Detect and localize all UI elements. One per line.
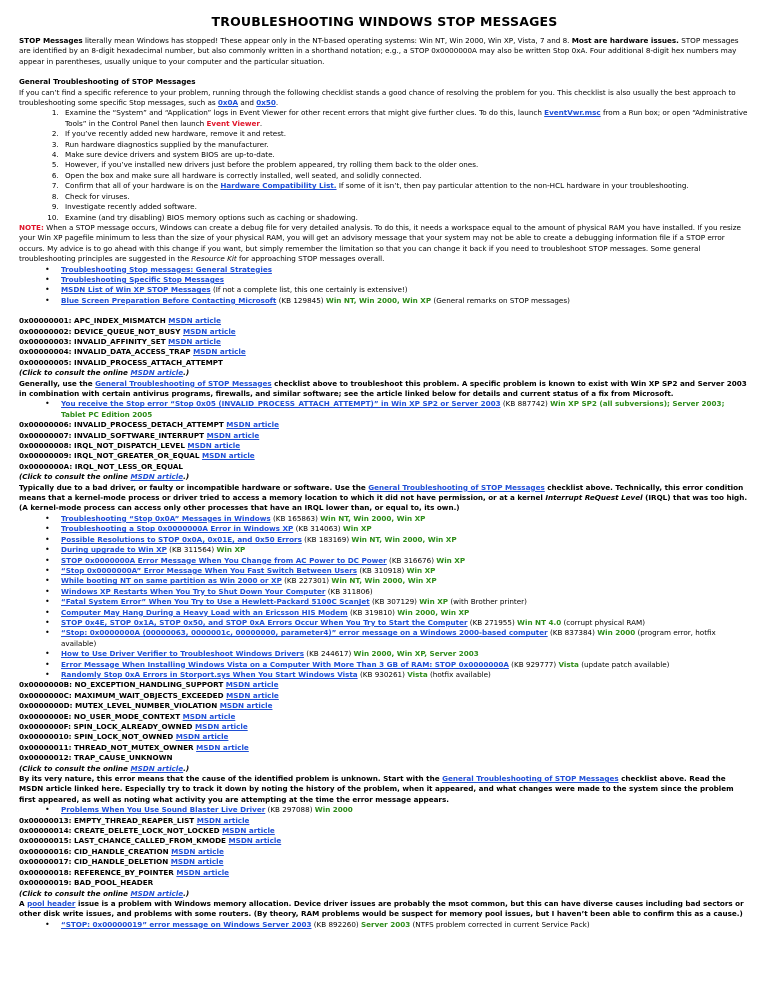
checklist-item: 10. Examine (and try disabling) BIOS memory options such as caching or shadowing.: [61, 213, 750, 223]
kb-link[interactable]: STOP 0x0000000A Error Message When You Change from AC Power to DC Power: [61, 555, 387, 565]
kb-link[interactable]: You receive the Stop error “Stop 0x05 (INVALID_PROCESS_ATTACH_ATTEMPT)” in Win XP SP2 or Server 2003: [61, 399, 501, 409]
checklist-item: 9. Investigate recently added software.: [61, 202, 750, 212]
consult-note: (Click to consult the online MSDN article.): [19, 472, 190, 482]
general-paragraph: If you can’t find a specific reference to your problem, running through the following checklist stands a good chance of resolving the problem for you. This checklist is also usually the best approach to troubleshooting some specific Stop messages, such as 0x0A and 0x50.: [19, 87, 736, 108]
msdn-link[interactable]: MSDN article: [130, 763, 184, 773]
section-paragraph: Generally, use the General Troubleshooting of STOP Messages checklist above to troubleshoot this problem. A specific problem is known to exist with Win XP SP2 and Server 2003 in combination with certain antivirus programs, firewalls, and similar software; see the article linked below for details and current status of a fix from Microsoft.: [19, 378, 747, 398]
msdn-link[interactable]: MSDN article: [225, 680, 279, 690]
list-item: • MSDN List of Win XP STOP Messages (If not a complete list, this one certainly is extensive!): [61, 285, 750, 295]
msdn-link[interactable]: MSDN article: [206, 430, 260, 440]
msdn-link[interactable]: MSDN article: [226, 420, 279, 430]
stop-code: 0x00000016: CID_HANDLE_CREATION MSDN article: [19, 846, 224, 856]
msdn-link[interactable]: MSDN article: [187, 441, 241, 451]
msdn-link[interactable]: MSDN article: [176, 867, 230, 877]
link-list: [19, 805, 750, 815]
msdn-link[interactable]: MSDN article: [222, 826, 275, 836]
kb-link[interactable]: Windows XP Restarts When You Try to Shut Down Your Computer: [61, 586, 326, 596]
stop-code: 0x00000017: CID_HANDLE_DELETION MSDN article: [19, 857, 224, 867]
section-paragraph: By its very nature, this error means that the cause of the identified problem is unknown. Start with the General Troubleshooting of STOP Messages checklist above. Read the MSDN article linked here. Especially try to track it down by noting the history of the problem, when it appeared, and what changes were made to the system since the problem first appeared, as well as noting what activity you are attempting at the time the error message appears.: [19, 774, 734, 804]
kb-link[interactable]: Troubleshooting “Stop 0x0A” Messages in Windows: [61, 513, 271, 523]
stop-code: 0x0000000E: NO_USER_MODE_CONTEXT MSDN article: [19, 711, 236, 721]
note-label: NOTE:: [19, 222, 44, 232]
msdn-link[interactable]: MSDN article: [196, 742, 249, 752]
link-0x0a[interactable]: 0x0A: [217, 98, 239, 108]
list-item: • STOP 0x4E, STOP 0x1A, STOP 0x50, and STOP 0xA Errors Occur When You Try to Start the Computer (KB 271955) Win NT 4.0 (corrupt physical RAM): [61, 618, 750, 628]
kb-link[interactable]: “Fatal System Error” When You Try to Use a Hewlett-Packard 5100C ScanJet: [61, 597, 370, 607]
section-paragraph: Typically due to a bad driver, or faulty or incompatible hardware or software. Use the General Troubleshooting of STOP Messages checklist above. Technically, this error condition means that a kernel-mode process or driver tried to access a memory location to which it did not have permission, or at a kernel Interrupt ReQuest Level (IRQL) that was too high. (A kernel-mode process can access only other processes that have an IRQL lower than, or equal to, its own.): [19, 482, 748, 513]
general-heading: General Troubleshooting of STOP Messages: [19, 77, 196, 87]
specific-stop-link[interactable]: Troubleshooting Specific Stop Messages: [61, 274, 225, 284]
list-item: • Randomly Stop 0xA Errors in Storport.sys When You Start Windows Vista (KB 930261) Vista (hotfix available): [61, 670, 750, 680]
list-item: • Possible Resolutions to STOP 0x0A, 0x01E, and 0x50 Errors (KB 183169) Win NT, Win 2000, Win XP: [61, 535, 750, 545]
stop-code: 0x00000007: INVALID_SOFTWARE_INTERRUPT MSDN article: [19, 430, 260, 440]
document-page: [19, 14, 750, 930]
msdn-link[interactable]: MSDN article: [228, 836, 282, 846]
link-list: [19, 920, 750, 930]
kb-link[interactable]: Possible Resolutions to STOP 0x0A, 0x01E, and 0x50 Errors: [61, 534, 302, 544]
checklist-item: 5. However, if you’ve installed new drivers just before the problem appeared, try rolling them back to the older ones.: [61, 160, 750, 170]
stop-code: 0x00000014: CREATE_DELETE_LOCK_NOT_LOCKED MSDN article: [19, 826, 275, 836]
list-item: • During upgrade to Win XP (KB 311564) Win XP: [61, 545, 750, 555]
consult-note: (Click to consult the online MSDN article.): [19, 763, 190, 773]
list-item: • “STOP: 0x00000019” error message on Windows Server 2003 (KB 892260) Server 2003 (NTFS problem corrected in current Service Pack): [61, 920, 750, 930]
list-item: • While booting NT on same partition as Win 2000 or XP (KB 227301) Win NT, Win 2000, Win XP: [61, 576, 750, 586]
pool-header-link[interactable]: pool header: [27, 898, 76, 908]
msdn-link[interactable]: MSDN article: [194, 722, 248, 731]
kb-link[interactable]: Computer May Hang During a Heavy Load with an Ericsson HIS Modem: [61, 607, 348, 617]
link-list: [19, 514, 750, 681]
msdn-link[interactable]: MSDN article: [196, 815, 250, 825]
eventvwr-link[interactable]: EventVwr.msc: [544, 108, 601, 118]
msdn-link[interactable]: MSDN article: [168, 316, 222, 326]
stop-code: 0x00000002: DEVICE_QUEUE_NOT_BUSY MSDN article: [19, 326, 236, 336]
hcl-link[interactable]: Hardware Compatibility List.: [220, 181, 337, 191]
list-item: • Computer May Hang During a Heavy Load with an Ericsson HIS Modem (KB 319810) Win 2000, Win XP: [61, 608, 750, 618]
intro-paragraph: STOP Messages literally mean Windows has stopped! These appear only in the NT-based operating systems: Win NT, Win 2000, Win XP, Vista, 7 and 8. Most are hardware issues. STOP messages are identified by an 8-digit hexadecimal number, but also commonly written in a shorthand notation; e.g., a STOP 0x0000000A may also be written Stop 0xA. Four additional 8-digit hex numbers may appear in parentheses, usually unique to your computer and the particular situation.: [19, 36, 739, 66]
stop-code: 0x00000019: BAD_POOL_HEADER: [19, 878, 154, 888]
stop-code: 0x00000005: INVALID_PROCESS_ATTACH_ATTEMPT: [19, 357, 223, 367]
stop-code: 0x0000000A: IRQL_NOT_LESS_OR_EQUAL: [19, 461, 183, 471]
checklist-item: 7. Confirm that all of your hardware is on the Hardware Compatibility List. If some of it isn’t, then pay particular attention to the non-HCL hardware in your troubleshooting.: [61, 181, 750, 191]
msdn-list-link[interactable]: MSDN List of Win XP STOP Messages: [61, 285, 211, 295]
msdn-link[interactable]: MSDN article: [182, 711, 236, 721]
checklist: [19, 108, 750, 222]
stop-code: 0x00000015: LAST_CHANCE_CALLED_FROM_KMODE MSDN article: [19, 836, 282, 846]
link-list: [19, 399, 750, 420]
list-item: • You receive the Stop error “Stop 0x05 (INVALID_PROCESS_ATTACH_ATTEMPT)” in Win XP SP2 or Server 2003 (KB 887742) Win XP SP2 (all subversions); Server 2003; Tablet PC Edition 2005: [61, 399, 750, 420]
stop-code: 0x00000010: SPIN_LOCK_NOT_OWNED MSDN article: [19, 732, 229, 742]
msdn-link[interactable]: MSDN article: [226, 690, 279, 700]
checklist-item: 4. Make sure device drivers and system BIOS are up-to-date.: [61, 150, 750, 160]
list-item: • Blue Screen Preparation Before Contacting Microsoft (KB 129845) Win NT, Win 2000, Win XP (General remarks on STOP messages): [61, 296, 750, 306]
list-item: • “Stop: 0x0000000A (00000063, 0000001c, 00000000, parameter4)” error message on a Windows 2000-based computer (KB 837384) Win 2000 (program error, hotfix available): [61, 628, 750, 649]
general-troubleshooting-link[interactable]: General Troubleshooting of STOP Messages: [368, 482, 545, 492]
codes-group-3: [19, 680, 750, 815]
kb-link[interactable]: How to Use Driver Verifier to Troubleshoot Windows Drivers: [61, 649, 304, 659]
list-item: [61, 275, 750, 285]
checklist-item: 1. Examine the “System” and “Application” logs in Event Viewer for other recent errors that might give further clues. To do this, launch EventVwr.msc from a Run box; or open “Administrative Tools” in the Control Panel then launch Event Viewer.: [61, 108, 750, 129]
list-item: • “Fatal System Error” When You Try to Use a Hewlett-Packard 5100C ScanJet (KB 307129) Win XP (with Brother printer): [61, 597, 750, 607]
msdn-link[interactable]: MSDN article: [175, 732, 229, 742]
stop-code: 0x00000006: INVALID_PROCESS_DETACH_ATTEMPT MSDN article: [19, 420, 279, 430]
list-item: [61, 265, 750, 275]
section-paragraph: A pool header issue is a problem with Windows memory allocation. Device driver issues are probably the msot common, but this can have diverse causes including bad sectors or other disk write issues, and problems with some routers. (By theory, RAM problems would be suspect for memory pool issues, but I haven’t been able to confirm this as a cause.): [19, 898, 744, 919]
msdn-link[interactable]: MSDN article: [130, 368, 184, 378]
list-item: • “Stop 0x0000000A” Error Message When You Fast Switch Between Users (KB 310918) Win XP: [61, 566, 750, 576]
stop-code: 0x00000004: INVALID_DATA_ACCESS_TRAP MSDN article: [19, 347, 246, 357]
stop-code: 0x00000013: EMPTY_THREAD_REAPER_LIST MSDN article: [19, 815, 250, 825]
msdn-link[interactable]: MSDN article: [130, 888, 184, 898]
codes-group-2: [19, 420, 750, 680]
kb-link[interactable]: Problems When You Use Sound Blaster Live Driver: [61, 805, 266, 815]
msdn-link[interactable]: MSDN article: [219, 701, 273, 711]
kb-link[interactable]: Error Message When Installing Windows Vista on a Computer With More Than 3 GB of RAM: STOP 0x0000000A: [61, 659, 509, 669]
list-item: • How to Use Driver Verifier to Troubleshoot Windows Drivers (KB 244617) Win 2000, Win XP, Server 2003: [61, 649, 750, 659]
msdn-link[interactable]: MSDN article: [130, 472, 184, 482]
stop-code: 0x0000000C: MAXIMUM_WAIT_OBJECTS_EXCEEDED MSDN article: [19, 690, 279, 700]
stop-code: 0x00000001: APC_INDEX_MISMATCH MSDN article: [19, 316, 222, 326]
note-paragraph: NOTE: When a STOP message occurs, Windows can create a debug file for very detailed analysis. To do this, it needs a workspace equal to the amount of physical RAM you have installed. If you resize your Win XP pagefile minimum to less than the size of your physical RAM, you will get an advisory message that your system may not be able to create a debugging information file if a STOP error occurs. My advice is to go ahead with this change if you want, but simply remember the limitation so that you can change it back if you need to troubleshoot STOP messages. Some general troubleshooting principles are suggested in the Resource Kit for approaching STOP messages overall.: [19, 222, 741, 264]
kb-link[interactable]: While booting NT on same partition as Win 2000 or XP: [61, 576, 282, 586]
kb-link[interactable]: Randomly Stop 0xA Errors in Storport.sys When You Start Windows Vista: [61, 669, 358, 679]
kb-link[interactable]: STOP 0x4E, STOP 0x1A, STOP 0x50, and STOP 0xA Errors Occur When You Try to Start the Computer: [61, 617, 468, 627]
list-item: • Troubleshooting “Stop 0x0A” Messages in Windows (KB 165863) Win NT, Win 2000, Win XP: [61, 514, 750, 524]
msdn-link[interactable]: MSDN article: [171, 846, 224, 856]
kb-link[interactable]: “Stop: 0x0000000A (00000063, 0000001c, 00000000, parameter4)” error message on a Windows 2000-based computer: [61, 628, 548, 638]
checklist-item: 8. Check for viruses.: [61, 192, 750, 202]
page-title: TROUBLESHOOTING WINDOWS STOP MESSAGES: [211, 14, 558, 29]
codes-group-1: [19, 316, 750, 420]
msdn-link[interactable]: MSDN article: [168, 336, 221, 346]
consult-note: (Click to consult the online MSDN article.): [19, 888, 190, 898]
link-0x50[interactable]: 0x50: [256, 98, 276, 108]
checklist-item: 6. Open the box and make sure all hardware is correctly installed, well seated, and solidly connected.: [61, 171, 750, 181]
msdn-link[interactable]: MSDN article: [201, 451, 255, 461]
general-troubleshooting-link[interactable]: General Troubleshooting of STOP Messages: [442, 774, 619, 784]
stop-code: 0x00000009: IRQL_NOT_GREATER_OR_EQUAL MSDN article: [19, 451, 255, 461]
kb-link[interactable]: During upgrade to Win XP: [61, 545, 167, 555]
stop-code: 0x00000008: IRQL_NOT_DISPATCH_LEVEL MSDN article: [19, 441, 241, 451]
list-item: • Problems When You Use Sound Blaster Live Driver (KB 297088) Win 2000: [61, 805, 750, 815]
codes-group-4: [19, 816, 750, 930]
msdn-link[interactable]: MSDN article: [193, 347, 246, 357]
general-links: [19, 265, 750, 307]
list-item: • Troubleshooting a Stop 0x0000000A Error in Windows XP (KB 314063) Win XP: [61, 524, 750, 534]
stop-code: 0x00000012: TRAP_CAUSE_UNKNOWN: [19, 753, 173, 763]
list-item: • STOP 0x0000000A Error Message When You Change from AC Power to DC Power (KB 316676) Win XP: [61, 556, 750, 566]
stop-code: 0x0000000F: SPIN_LOCK_ALREADY_OWNED MSDN article: [19, 722, 248, 731]
checklist-item: 2. If you’ve recently added new hardware, remove it and retest.: [61, 129, 750, 139]
list-item: • Windows XP Restarts When You Try to Shut Down Your Computer (KB 311806): [61, 587, 750, 597]
consult-note: (Click to consult the online MSDN article.): [19, 368, 190, 378]
stop-code: 0x00000018: REFERENCE_BY_POINTER MSDN article: [19, 867, 230, 877]
general-strategies-link[interactable]: Troubleshooting Stop messages: General Strategies: [61, 264, 272, 274]
stop-code: 0x0000000D: MUTEX_LEVEL_NUMBER_VIOLATION MSDN article: [19, 701, 273, 711]
blue-screen-link[interactable]: Blue Screen Preparation Before Contacting Microsoft: [61, 295, 277, 305]
list-item: • Error Message When Installing Windows Vista on a Computer With More Than 3 GB of RAM: STOP 0x0000000A (KB 929777) Vista (update patch available): [61, 660, 750, 670]
kb-link[interactable]: Troubleshooting a Stop 0x0000000A Error in Windows XP: [61, 524, 294, 534]
kb-link[interactable]: “STOP: 0x00000019” error message on Windows Server 2003: [61, 919, 312, 929]
checklist-item: 3. Run hardware diagnostics supplied by the manufacturer.: [61, 140, 750, 150]
general-troubleshooting-link[interactable]: General Troubleshooting of STOP Messages: [95, 378, 272, 388]
intro-lead: STOP Messages: [19, 36, 83, 45]
msdn-link[interactable]: MSDN article: [170, 857, 224, 867]
kb-link[interactable]: “Stop 0x0000000A” Error Message When You Fast Switch Between Users: [61, 565, 358, 575]
msdn-link[interactable]: MSDN article: [182, 326, 236, 336]
stop-code: 0x0000000B: NO_EXCEPTION_HANDLING_SUPPORT MSDN article: [19, 680, 279, 690]
stop-code: 0x00000011: THREAD_NOT_MUTEX_OWNER MSDN article: [19, 742, 249, 752]
stop-code: 0x00000003: INVALID_AFFINITY_SET MSDN article: [19, 336, 221, 346]
